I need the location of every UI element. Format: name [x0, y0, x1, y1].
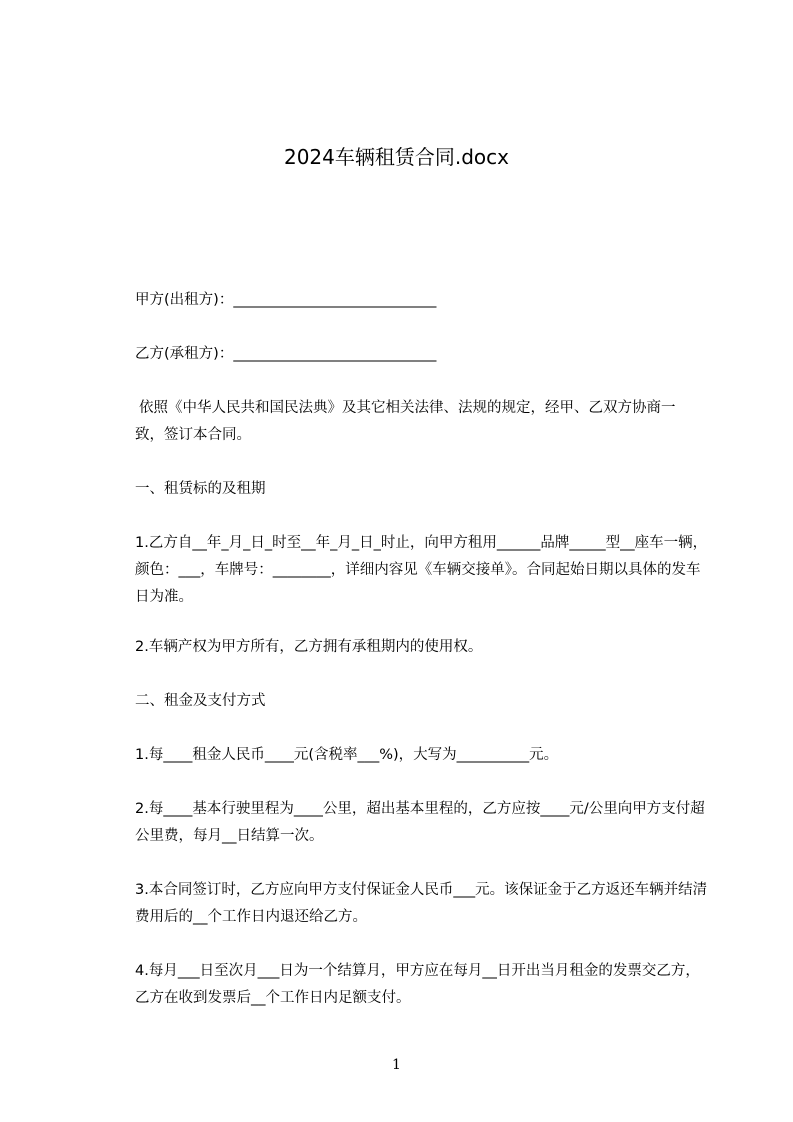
- clause-1-2: 2.车辆产权为甲方所有，乙方拥有承租期内的使用权。: [135, 639, 483, 655]
- section-heading-2: 二、租金及支付方式: [135, 693, 266, 709]
- clause-2-2: 2.每____基本行驶里程为____公里，超出基本里程的，乙方应按____元/公里向甲方支付超公里费，每月__日结算一次。: [135, 801, 705, 844]
- section-heading-1: 一、租赁标的及租期: [135, 481, 266, 497]
- party-b-line: 乙方(承租方)：____________________________: [135, 346, 437, 362]
- clause-2-4: 4.每月___日至次月___日为一个结算月，甲方应在每月__日开出当月租金的发票交乙方，乙方在收到发票后__个工作日内足额支付。: [135, 963, 700, 1006]
- preamble-paragraph: 依照《中华人民共和国民法典》及其它相关法律、法规的规定，经甲、乙双方协商一致，签订本合同。: [135, 400, 676, 443]
- page-number: 1: [392, 1057, 401, 1073]
- party-a-line: 甲方(出租方)：____________________________: [135, 292, 437, 308]
- document-title: 2024车辆租赁合同.docx: [283, 145, 510, 169]
- clause-2-3: 3.本合同签订时，乙方应向甲方支付保证金人民币___元。该保证金于乙方返还车辆并结清费用后的__个工作日内退还给乙方。: [135, 882, 708, 925]
- clause-2-1: 1.每____租金人民币____元(含税率___%)，大写为__________元。: [135, 747, 559, 763]
- clause-1-1: 1.乙方自__年_月_日_时至__年_月_日_时止，向甲方租用______品牌_____型__座车一辆，颜色：___，车牌号：________，详细内容见《车辆交接单》。合同起始日期以具体的发车日为准。: [135, 535, 708, 605]
